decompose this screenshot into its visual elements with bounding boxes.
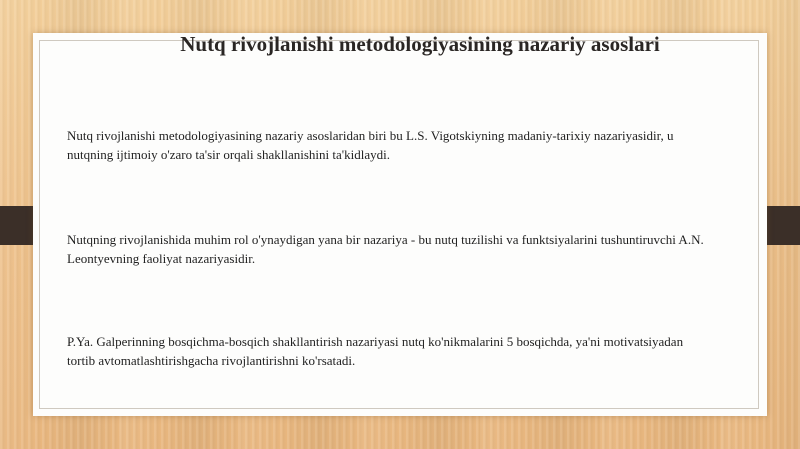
slide-title: Nutq rivojlanishi metodologiyasining nazariy asoslari [180, 32, 660, 56]
paragraph-leontyev: Nutqning rivojlanishida muhim rol o'ynaydigan yana bir nazariya - bu nutq tuzilishi va funktsiyalarini tushuntiruvchi A.N. Leontyevning faoliyat nazariyasidir. [67, 232, 704, 266]
paragraph-vygotsky: Nutq rivojlanishi metodologiyasining nazariy asoslaridan biri bu L.S. Vigotskiyning madaniy-tarixiy nazariyasidir, u nutqning ijtimoiy o'zaro ta'sir orqali shakllanishini ta'kidlaydi. [67, 128, 674, 162]
paragraph-galperin: P.Ya. Galperinning bosqichma-bosqich shakllantirish nazariyasi nutq ko'nikmalarini 5 bosqichda, ya'ni motivatsiyadan tortib avtomatlashtirishgacha rivojlantirishni ko'rsatadi. [67, 334, 684, 368]
